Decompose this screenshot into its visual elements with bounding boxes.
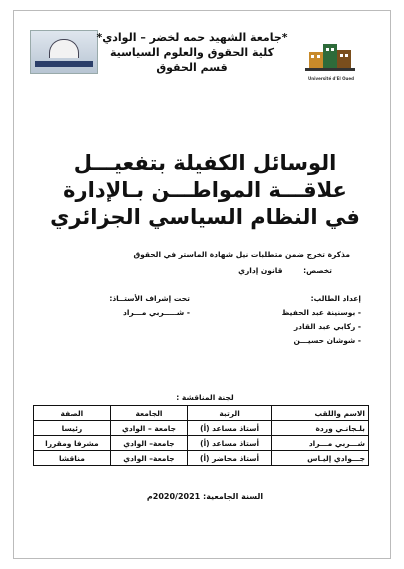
university-logo	[303, 30, 357, 78]
department-name: قسم الحقوق	[156, 61, 228, 74]
title-line: الوسائل الكفيلة بتفعيـــل	[73, 151, 337, 175]
cell-rank: أستاذ مساعد (أ)	[188, 436, 272, 451]
title-line: في النظام السياسي الجزائري	[50, 205, 360, 229]
supervisor-name: - شـــــربي مـــراد	[122, 308, 190, 317]
specialization	[60, 266, 350, 275]
cell-role: مناقشا	[34, 451, 111, 466]
cell-university: جامعة – الوادي	[110, 421, 187, 436]
specialization-value: قانون إداري	[238, 266, 283, 275]
cell-role: مشرفا ومقررا	[34, 436, 111, 451]
header-role: الصفة	[34, 406, 111, 421]
supervisor-label: تحت إشراف الأستــاذ:	[109, 294, 190, 303]
header-university: الجامعة	[110, 406, 187, 421]
academic-year: السنة الجامعية: 2020/2021م	[146, 492, 264, 501]
cell-name: بلـجانـي وردة	[272, 421, 369, 436]
university-logo-caption: Université d'El Oued	[308, 76, 354, 81]
page-border	[13, 10, 391, 559]
table-row	[34, 436, 369, 451]
students-block	[221, 292, 361, 348]
cell-role: رئيسا	[34, 421, 111, 436]
cell-name: شـــربي مـــراد	[272, 436, 369, 451]
students-label: إعداد الطالب:	[310, 294, 361, 303]
table-header-row	[34, 406, 369, 421]
title-line: علاقـــة المواطـــن بـالإدارة	[63, 178, 347, 202]
cell-university: جامعة– الوادي	[110, 451, 187, 466]
faculty-logo	[30, 30, 98, 74]
thesis-title	[45, 150, 365, 231]
header-name: الاسم واللقب	[272, 406, 369, 421]
header-rank: الرتبة	[188, 406, 272, 421]
university-name: *جامعة الشهيد حمه لخضر – الوادي*	[96, 31, 288, 44]
cell-name: جـــوادي إليـاس	[272, 451, 369, 466]
cell-rank: أستاذ محاضر (أ)	[188, 451, 272, 466]
committee-label: لجنة المناقشة :	[176, 393, 234, 402]
cell-university: جامعة– الوادي	[110, 436, 187, 451]
faculty-name: كلية الحقوق والعلوم السياسية	[109, 46, 275, 59]
table-row	[34, 451, 369, 466]
institution-header	[92, 30, 292, 75]
student-name: - ركابي عبد القادر	[293, 322, 361, 331]
memo-statement: مذكرة تخرج ضمن متطلبات نيل شهادة الماستر في الحقوق	[133, 250, 350, 259]
supervisor-block	[30, 292, 190, 320]
cell-rank: أستاذ مساعد (أ)	[188, 421, 272, 436]
specialization-label: تخصص:	[303, 266, 332, 275]
table-row	[34, 421, 369, 436]
student-name: - بوسنينة عبد الحفيظ	[281, 308, 361, 317]
student-name: - شوشان حسيـــن	[293, 336, 361, 345]
committee-table	[33, 405, 369, 466]
